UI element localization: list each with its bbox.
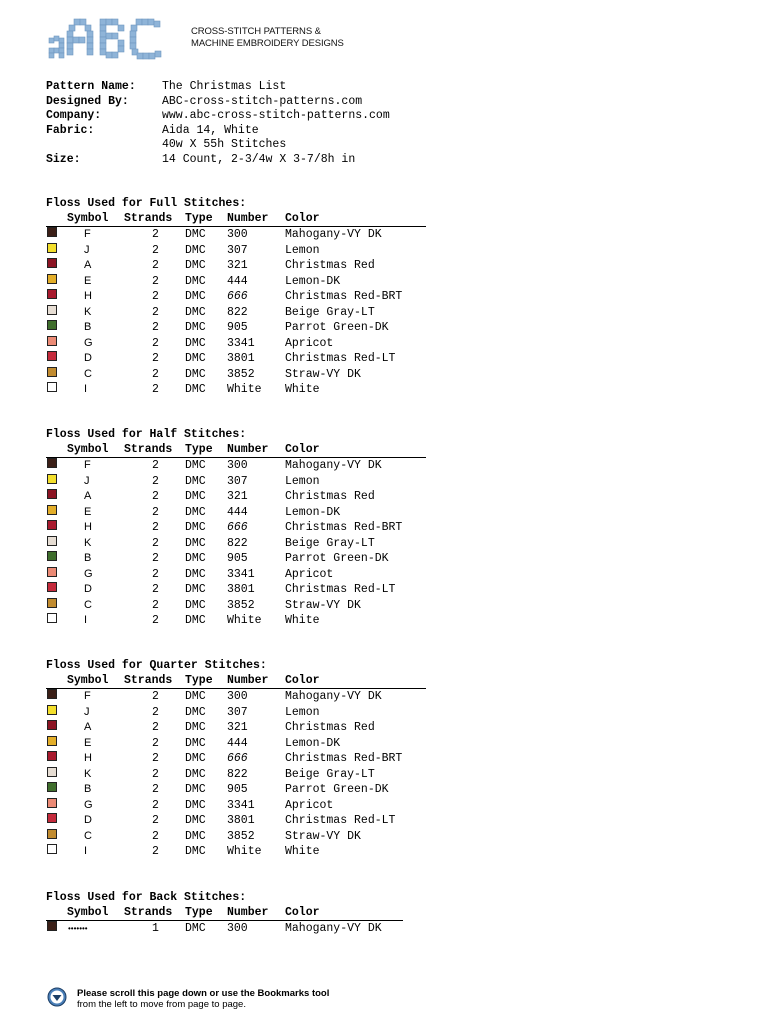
color-swatch xyxy=(47,258,57,268)
strands-cell: 2 xyxy=(152,721,159,734)
type-cell: DMC xyxy=(185,752,206,765)
table-row xyxy=(46,474,426,490)
symbol-cell: D xyxy=(84,352,92,364)
color-name-cell: Parrot Green-DK xyxy=(285,783,389,796)
color-name-cell: Beige Gray-LT xyxy=(285,767,375,781)
number-cell: 3341 xyxy=(227,336,255,350)
type-cell: DMC xyxy=(185,767,206,781)
color-name-cell: White xyxy=(285,845,320,858)
symbol-cell: F xyxy=(84,228,91,240)
symbol-cell: B xyxy=(84,321,92,333)
color-swatch xyxy=(47,458,57,468)
strands-cell: 2 xyxy=(152,705,159,719)
table-row xyxy=(46,613,426,629)
table-body xyxy=(46,689,426,860)
type-cell: DMC xyxy=(185,598,206,612)
abc-logo xyxy=(46,16,174,62)
type-cell: DMC xyxy=(185,259,206,272)
color-swatch xyxy=(47,598,57,608)
color-name-cell: Apricot xyxy=(285,336,334,350)
footer-line-1-part-b: or use the Bookmarks tool xyxy=(209,988,330,999)
column-header-symbol: Symbol xyxy=(67,212,109,225)
symbol-cell: H xyxy=(84,521,92,533)
table-row xyxy=(46,258,426,274)
table-row xyxy=(46,813,426,829)
table-row xyxy=(46,798,426,814)
strands-cell: 2 xyxy=(152,243,159,257)
color-name-cell: Mahogany-VY DK xyxy=(285,459,382,472)
color-swatch xyxy=(47,520,57,530)
symbol-cell: G xyxy=(84,567,93,580)
strands-cell: 2 xyxy=(152,798,159,812)
section-title: Floss Used for Quarter Stitches: xyxy=(46,659,267,672)
strands-cell: 2 xyxy=(152,505,159,519)
down-arrow-circle-icon[interactable] xyxy=(47,987,67,1007)
floss-section xyxy=(46,196,426,398)
symbol-cell: J xyxy=(84,243,90,256)
table-row xyxy=(46,320,426,336)
type-cell: DMC xyxy=(185,736,206,750)
number-cell: 3852 xyxy=(227,598,255,612)
footer-hint xyxy=(77,988,329,1010)
color-name-cell: Lemon xyxy=(285,474,320,488)
table-row xyxy=(46,227,426,243)
type-cell: DMC xyxy=(185,305,206,319)
column-header-color: Color xyxy=(285,906,320,919)
color-swatch xyxy=(47,474,57,484)
number-cell: 321 xyxy=(227,490,248,503)
table-row xyxy=(46,705,426,721)
color-name-cell: Mahogany-VY DK xyxy=(285,922,382,935)
number-cell: 822 xyxy=(227,767,248,781)
type-cell: DMC xyxy=(185,243,206,257)
symbol-cell: C xyxy=(84,598,92,611)
strands-cell: 2 xyxy=(152,767,159,781)
color-swatch xyxy=(47,274,57,284)
strands-cell: 2 xyxy=(152,583,159,596)
color-swatch xyxy=(47,351,57,361)
type-cell: DMC xyxy=(185,783,206,796)
number-cell: 307 xyxy=(227,474,248,488)
table-row xyxy=(46,736,426,752)
symbol-cell: G xyxy=(84,336,93,349)
strands-cell: 2 xyxy=(152,490,159,503)
color-name-cell: Christmas Red-BRT xyxy=(285,752,403,765)
table-row xyxy=(46,536,426,552)
color-swatch xyxy=(47,336,57,346)
color-name-cell: Christmas Red xyxy=(285,490,375,503)
symbol-cell: J xyxy=(84,705,90,718)
column-header-symbol: Symbol xyxy=(67,674,109,687)
table-row xyxy=(46,243,426,259)
table-row xyxy=(46,829,426,845)
color-swatch xyxy=(47,813,57,823)
table-row xyxy=(46,751,426,767)
section-title: Floss Used for Half Stitches: xyxy=(46,428,247,441)
strands-cell: 2 xyxy=(152,367,159,381)
color-name-cell: Christmas Red-LT xyxy=(285,583,396,596)
column-header-symbol: Symbol xyxy=(67,906,109,919)
color-name-cell: Christmas Red-LT xyxy=(285,814,396,827)
strands-cell: 2 xyxy=(152,752,159,765)
color-swatch xyxy=(47,751,57,761)
table-body xyxy=(46,227,426,398)
strands-cell: 2 xyxy=(152,259,159,272)
symbol-cell: H xyxy=(84,752,92,764)
strands-cell: 2 xyxy=(152,352,159,365)
number-cell: 3341 xyxy=(227,567,255,581)
table-row xyxy=(46,720,426,736)
symbol-cell: C xyxy=(84,367,92,380)
type-cell: DMC xyxy=(185,705,206,719)
table-row xyxy=(46,305,426,321)
tagline xyxy=(191,26,344,50)
color-swatch xyxy=(47,844,57,854)
tagline-line-1: CROSS-STITCH PATTERNS & xyxy=(191,26,321,37)
table-row xyxy=(46,844,426,860)
number-cell: 444 xyxy=(227,736,248,750)
table-row xyxy=(46,351,426,367)
color-swatch xyxy=(47,689,57,699)
type-cell: DMC xyxy=(185,336,206,350)
table-row xyxy=(46,382,426,398)
type-cell: DMC xyxy=(185,521,206,534)
color-swatch xyxy=(47,767,57,777)
strands-cell: 2 xyxy=(152,274,159,288)
table-header xyxy=(46,442,426,458)
color-swatch xyxy=(47,536,57,546)
column-header-type: Type xyxy=(185,906,213,919)
strands-cell: 2 xyxy=(152,474,159,488)
color-name-cell: Lemon-DK xyxy=(285,505,341,519)
strands-cell: 2 xyxy=(152,552,159,565)
number-cell: 321 xyxy=(227,259,248,272)
strands-cell: 2 xyxy=(152,567,159,581)
info-label: Fabric: xyxy=(46,123,95,137)
color-name-cell: Parrot Green-DK xyxy=(285,552,389,565)
color-swatch xyxy=(47,921,57,931)
color-name-cell: Christmas Red-LT xyxy=(285,352,396,365)
number-cell: 300 xyxy=(227,690,248,703)
color-name-cell: Christmas Red xyxy=(285,259,375,272)
color-swatch xyxy=(47,367,57,377)
number-cell: 3801 xyxy=(227,583,255,596)
type-cell: DMC xyxy=(185,536,206,550)
symbol-cell: ••••••• xyxy=(68,924,88,933)
table-row xyxy=(46,489,426,505)
strands-cell: 2 xyxy=(152,783,159,796)
column-header-color: Color xyxy=(285,674,320,687)
strands-cell: 2 xyxy=(152,336,159,350)
info-value: www.abc-cross-stitch-patterns.com xyxy=(162,109,390,123)
type-cell: DMC xyxy=(185,583,206,596)
info-value: 40w X 55h Stitches xyxy=(162,138,287,152)
symbol-cell: A xyxy=(84,490,92,502)
number-cell: 300 xyxy=(227,228,248,241)
color-swatch xyxy=(47,782,57,792)
color-name-cell: Apricot xyxy=(285,567,334,581)
info-value: 14 Count, 2-3/4w X 3-7/8h in xyxy=(162,152,356,166)
color-name-cell: Lemon xyxy=(285,243,320,257)
number-cell: 3801 xyxy=(227,814,255,827)
color-swatch xyxy=(47,243,57,253)
type-cell: DMC xyxy=(185,274,206,288)
number-cell: 444 xyxy=(227,274,248,288)
number-cell: 444 xyxy=(227,505,248,519)
strands-cell: 2 xyxy=(152,614,159,627)
symbol-cell: I xyxy=(84,383,88,395)
color-name-cell: Beige Gray-LT xyxy=(285,305,375,319)
type-cell: DMC xyxy=(185,505,206,519)
table-row xyxy=(46,520,426,536)
strands-cell: 2 xyxy=(152,536,159,550)
color-name-cell: White xyxy=(285,383,320,396)
color-swatch xyxy=(47,505,57,515)
table-body xyxy=(46,921,403,937)
number-cell: 3852 xyxy=(227,829,255,843)
color-swatch xyxy=(47,305,57,315)
color-swatch xyxy=(47,567,57,577)
color-swatch xyxy=(47,798,57,808)
color-name-cell: Straw-VY DK xyxy=(285,598,361,612)
type-cell: DMC xyxy=(185,814,206,827)
number-cell: 300 xyxy=(227,459,248,472)
color-name-cell: Christmas Red-BRT xyxy=(285,521,403,534)
type-cell: DMC xyxy=(185,228,206,241)
type-cell: DMC xyxy=(185,367,206,381)
symbol-cell: F xyxy=(84,690,91,702)
info-value: The Christmas List xyxy=(162,80,287,93)
column-header-strands: Strands xyxy=(124,212,173,225)
symbol-cell: K xyxy=(84,305,92,318)
column-header-strands: Strands xyxy=(124,674,173,687)
symbol-cell: A xyxy=(84,721,92,733)
number-cell: 822 xyxy=(227,536,248,550)
column-header-type: Type xyxy=(185,674,213,687)
column-header-number: Number xyxy=(227,443,269,456)
number-cell: 3801 xyxy=(227,352,255,365)
strands-cell: 2 xyxy=(152,845,159,858)
number-cell: 300 xyxy=(227,922,248,935)
number-cell: 905 xyxy=(227,321,248,334)
symbol-cell: B xyxy=(84,783,92,795)
table-row xyxy=(46,782,426,798)
table-header xyxy=(46,905,403,921)
table-row xyxy=(46,567,426,583)
table-row xyxy=(46,367,426,383)
strands-cell: 2 xyxy=(152,521,159,534)
symbol-cell: D xyxy=(84,814,92,826)
symbol-cell: F xyxy=(84,459,91,471)
table-row xyxy=(46,551,426,567)
color-swatch xyxy=(47,736,57,746)
symbol-cell: J xyxy=(84,474,90,487)
table-row xyxy=(46,336,426,352)
symbol-cell: I xyxy=(84,845,88,857)
color-name-cell: Mahogany-VY DK xyxy=(285,690,382,703)
color-swatch xyxy=(47,320,57,330)
info-label: Designed By: xyxy=(46,94,129,108)
color-name-cell: Straw-VY DK xyxy=(285,367,361,381)
info-label: Size: xyxy=(46,152,81,166)
strands-cell: 2 xyxy=(152,321,159,334)
tagline-line-2: MACHINE EMBROIDERY DESIGNS xyxy=(191,38,344,49)
symbol-cell: E xyxy=(84,505,92,518)
footer-line-1 xyxy=(77,988,329,999)
strands-cell: 2 xyxy=(152,383,159,396)
info-label: Company: xyxy=(46,109,102,123)
symbol-cell: G xyxy=(84,798,93,811)
color-name-cell: Christmas Red-BRT xyxy=(285,290,403,303)
symbol-cell: K xyxy=(84,536,92,549)
table-body xyxy=(46,458,426,629)
color-swatch xyxy=(47,551,57,561)
color-swatch xyxy=(47,289,57,299)
column-header-color: Color xyxy=(285,443,320,456)
table-header xyxy=(46,211,426,227)
strands-cell: 2 xyxy=(152,736,159,750)
section-title: Floss Used for Back Stitches: xyxy=(46,891,247,904)
type-cell: DMC xyxy=(185,721,206,734)
type-cell: DMC xyxy=(185,922,206,935)
strands-cell: 2 xyxy=(152,290,159,303)
type-cell: DMC xyxy=(185,829,206,843)
color-name-cell: Lemon-DK xyxy=(285,274,341,288)
symbol-cell: C xyxy=(84,829,92,842)
strands-cell: 2 xyxy=(152,814,159,827)
floss-section xyxy=(46,658,426,860)
color-name-cell: Beige Gray-LT xyxy=(285,536,375,550)
table-row xyxy=(46,274,426,290)
number-cell: 666 xyxy=(227,521,248,534)
color-name-cell: Lemon-DK xyxy=(285,736,341,750)
strands-cell: 2 xyxy=(152,459,159,472)
color-name-cell: Mahogany-VY DK xyxy=(285,228,382,241)
strands-cell: 1 xyxy=(152,922,159,935)
color-name-cell: White xyxy=(285,614,320,627)
symbol-cell: E xyxy=(84,736,92,749)
type-cell: DMC xyxy=(185,383,206,396)
type-cell: DMC xyxy=(185,352,206,365)
symbol-cell: A xyxy=(84,259,92,271)
color-name-cell: Parrot Green-DK xyxy=(285,321,389,334)
info-label: Pattern Name: xyxy=(46,80,136,93)
symbol-cell: E xyxy=(84,274,92,287)
color-swatch xyxy=(47,705,57,715)
type-cell: DMC xyxy=(185,490,206,503)
color-swatch xyxy=(47,829,57,839)
number-cell: 307 xyxy=(227,705,248,719)
color-swatch xyxy=(47,382,57,392)
color-swatch xyxy=(47,613,57,623)
table-row xyxy=(46,767,426,783)
section-title: Floss Used for Full Stitches: xyxy=(46,197,247,210)
column-header-strands: Strands xyxy=(124,443,173,456)
number-cell: 3341 xyxy=(227,798,255,812)
strands-cell: 2 xyxy=(152,690,159,703)
column-header-symbol: Symbol xyxy=(67,443,109,456)
number-cell: White xyxy=(227,383,262,396)
type-cell: DMC xyxy=(185,690,206,703)
type-cell: DMC xyxy=(185,798,206,812)
strands-cell: 2 xyxy=(152,305,159,319)
table-row xyxy=(46,689,426,705)
table-row xyxy=(46,921,403,937)
color-swatch xyxy=(47,720,57,730)
table-header xyxy=(46,673,426,689)
column-header-color: Color xyxy=(285,212,320,225)
number-cell: 666 xyxy=(227,752,248,765)
number-cell: 905 xyxy=(227,552,248,565)
table-row xyxy=(46,582,426,598)
column-header-type: Type xyxy=(185,443,213,456)
number-cell: 3852 xyxy=(227,367,255,381)
strands-cell: 2 xyxy=(152,228,159,241)
strands-cell: 2 xyxy=(152,829,159,843)
symbol-cell: I xyxy=(84,614,88,626)
number-cell: White xyxy=(227,614,262,627)
column-header-type: Type xyxy=(185,212,213,225)
floss-section xyxy=(46,427,426,629)
color-name-cell: Christmas Red xyxy=(285,721,375,734)
column-header-number: Number xyxy=(227,674,269,687)
column-header-number: Number xyxy=(227,906,269,919)
strands-cell: 2 xyxy=(152,598,159,612)
info-value: ABC-cross-stitch-patterns.com xyxy=(162,94,363,108)
number-cell: White xyxy=(227,845,262,858)
type-cell: DMC xyxy=(185,845,206,858)
color-swatch xyxy=(47,582,57,592)
table-row xyxy=(46,598,426,614)
type-cell: DMC xyxy=(185,321,206,334)
type-cell: DMC xyxy=(185,459,206,472)
footer-line-2: from the left to move from page to page. xyxy=(77,999,246,1010)
symbol-cell: K xyxy=(84,767,92,780)
color-swatch xyxy=(47,227,57,237)
number-cell: 307 xyxy=(227,243,248,257)
number-cell: 666 xyxy=(227,290,248,303)
type-cell: DMC xyxy=(185,567,206,581)
table-row xyxy=(46,289,426,305)
table-row xyxy=(46,505,426,521)
footer-line-1-part-a: Please scroll this page down xyxy=(77,988,210,999)
type-cell: DMC xyxy=(185,552,206,565)
table-row xyxy=(46,458,426,474)
color-name-cell: Straw-VY DK xyxy=(285,829,361,843)
column-header-number: Number xyxy=(227,212,269,225)
info-value: Aida 14, White xyxy=(162,123,259,137)
color-swatch xyxy=(47,489,57,499)
column-header-strands: Strands xyxy=(124,906,173,919)
number-cell: 321 xyxy=(227,721,248,734)
type-cell: DMC xyxy=(185,474,206,488)
type-cell: DMC xyxy=(185,614,206,627)
number-cell: 822 xyxy=(227,305,248,319)
symbol-cell: D xyxy=(84,583,92,595)
color-name-cell: Lemon xyxy=(285,705,320,719)
number-cell: 905 xyxy=(227,783,248,796)
color-name-cell: Apricot xyxy=(285,798,334,812)
symbol-cell: H xyxy=(84,290,92,302)
symbol-cell: B xyxy=(84,552,92,564)
type-cell: DMC xyxy=(185,290,206,303)
floss-section xyxy=(46,890,403,937)
